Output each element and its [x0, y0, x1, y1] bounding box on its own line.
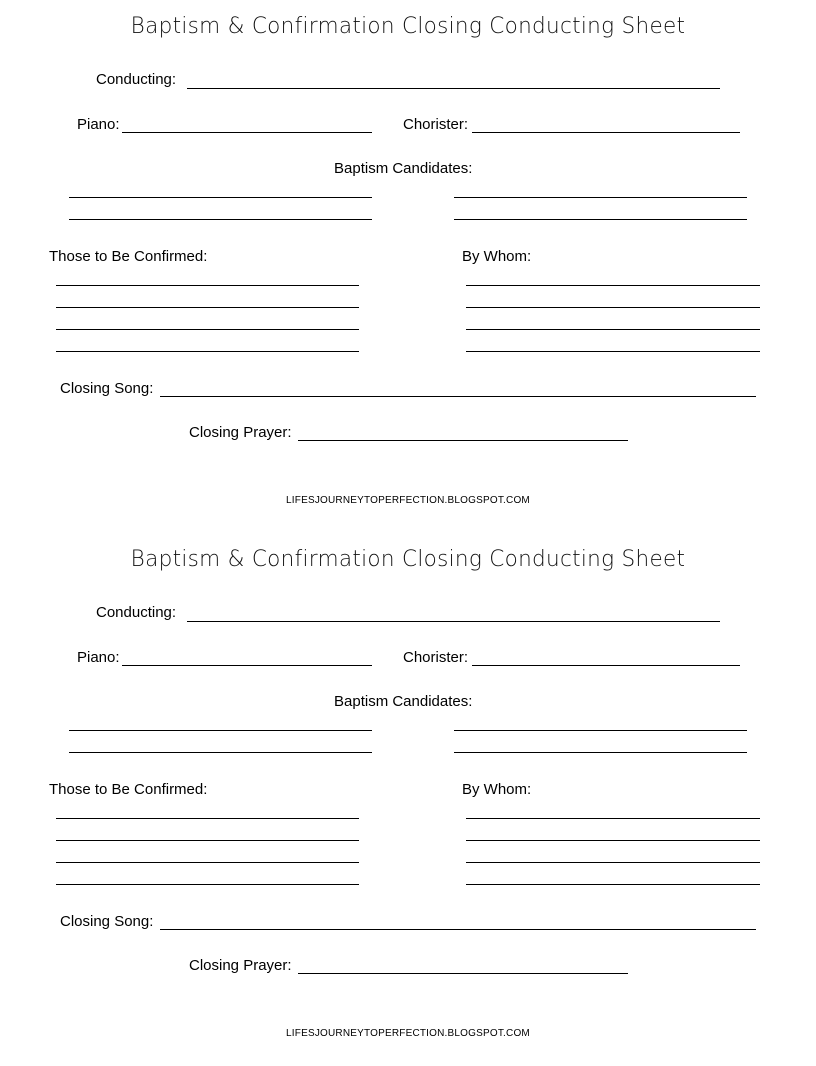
confirmed-name-line[interactable]: [56, 307, 359, 308]
chorister-field[interactable]: [472, 665, 740, 666]
piano-label: Piano:: [77, 649, 120, 666]
confirmed-name-line[interactable]: [56, 818, 359, 819]
by-whom-label: By Whom:: [462, 248, 532, 265]
conducting-label: Conducting:: [96, 604, 177, 621]
by-whom-line[interactable]: [466, 285, 760, 286]
by-whom-line[interactable]: [466, 351, 760, 352]
closing-song-label: Closing Song:: [60, 380, 154, 397]
confirmed-name-line[interactable]: [56, 840, 359, 841]
chorister-label: Chorister:: [403, 116, 469, 133]
baptism-candidates-label: Baptism Candidates:: [334, 160, 473, 177]
confirmed-name-line[interactable]: [56, 862, 359, 863]
conducting-field[interactable]: [187, 88, 720, 89]
baptism-candidates-label: Baptism Candidates:: [334, 693, 473, 710]
to-be-confirmed-label: Those to Be Confirmed:: [49, 248, 208, 265]
by-whom-line[interactable]: [466, 307, 760, 308]
piano-label: Piano:: [77, 116, 120, 133]
by-whom-line[interactable]: [466, 818, 760, 819]
by-whom-label: By Whom:: [462, 781, 532, 798]
baptism-candidate-line[interactable]: [454, 219, 747, 220]
conducting-label: Conducting:: [96, 71, 177, 88]
closing-song-label: Closing Song:: [60, 913, 154, 930]
conducting-field[interactable]: [187, 621, 720, 622]
confirmed-name-line[interactable]: [56, 351, 359, 352]
baptism-candidate-line[interactable]: [454, 752, 747, 753]
closing-song-field[interactable]: [160, 396, 756, 397]
piano-field[interactable]: [122, 665, 372, 666]
sheet-title: Baptism & Confirmation Closing Conducting Sheet: [130, 547, 686, 572]
to-be-confirmed-label: Those to Be Confirmed:: [49, 781, 208, 798]
by-whom-line[interactable]: [466, 329, 760, 330]
baptism-candidate-line[interactable]: [69, 730, 372, 731]
piano-field[interactable]: [122, 132, 372, 133]
by-whom-line[interactable]: [466, 884, 760, 885]
confirmed-name-line[interactable]: [56, 285, 359, 286]
closing-prayer-label: Closing Prayer:: [189, 957, 292, 974]
by-whom-line[interactable]: [466, 840, 760, 841]
chorister-label: Chorister:: [403, 649, 469, 666]
footer-url: LIFESJOURNEYTOPERFECTION.BLOGSPOT.COM: [286, 495, 530, 506]
footer-url: LIFESJOURNEYTOPERFECTION.BLOGSPOT.COM: [286, 1028, 530, 1039]
baptism-candidate-line[interactable]: [454, 730, 747, 731]
baptism-candidate-line[interactable]: [69, 197, 372, 198]
baptism-candidate-line[interactable]: [454, 197, 747, 198]
closing-prayer-field[interactable]: [298, 973, 628, 974]
confirmed-name-line[interactable]: [56, 329, 359, 330]
closing-prayer-label: Closing Prayer:: [189, 424, 292, 441]
conducting-sheet-bottom: [0, 533, 816, 1066]
closing-song-field[interactable]: [160, 929, 756, 930]
closing-prayer-field[interactable]: [298, 440, 628, 441]
confirmed-name-line[interactable]: [56, 884, 359, 885]
by-whom-line[interactable]: [466, 862, 760, 863]
sheet-title: Baptism & Confirmation Closing Conducting Sheet: [130, 14, 686, 39]
chorister-field[interactable]: [472, 132, 740, 133]
baptism-candidate-line[interactable]: [69, 752, 372, 753]
baptism-candidate-line[interactable]: [69, 219, 372, 220]
